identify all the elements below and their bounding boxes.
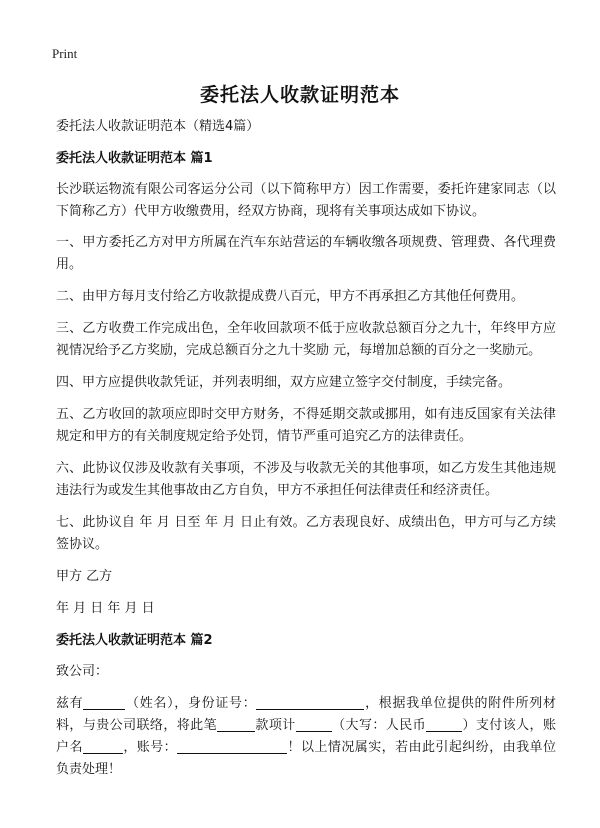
section1-intro: 长沙联运物流有限公司客运分公司（以下简称甲方）因工作需要，委托许建家同志（以下简称乙方）代甲方收缴费用，经双方协商，现将有关事项达成如下协议。 xyxy=(56,182,556,219)
clause-7: 七、此协议自 年 月 日至 年 月 日止有效。乙方表现良好、成绩出色，甲方可与乙方续签协议。 xyxy=(56,515,556,552)
greeting: 致公司： xyxy=(56,664,109,679)
payment-item-blank xyxy=(217,717,255,732)
id-number-blank xyxy=(256,695,364,710)
document-subtitle: 委托法人收款证明范本（精选4篇） xyxy=(56,119,260,134)
account-number-blank xyxy=(177,739,287,754)
amount-blank xyxy=(296,717,332,732)
text-part: ）支付该人，账户名 xyxy=(56,718,556,755)
clause-4: 四、甲方应提供收款凭证，并列表明细，双方应建立签字交付制度，手续完备。 xyxy=(56,375,512,390)
text-part: 款项计 xyxy=(255,718,296,733)
amount-words-blank xyxy=(426,717,462,732)
text-part: （大写：人民币 xyxy=(331,718,427,733)
section1-title: 委托法人收款证明范本 篇1 xyxy=(56,151,213,166)
name-blank xyxy=(83,695,125,710)
clause-1: 一、甲方委托乙方对甲方所属在汽车东站营运的车辆收缴各项规费、管理费、各代理费用。 xyxy=(56,235,556,272)
text-part: 兹有 xyxy=(56,696,84,711)
text-part: （姓名），身份证号： xyxy=(125,696,257,711)
authorization-text xyxy=(56,693,556,781)
section2-title: 委托法人收款证明范本 篇2 xyxy=(56,633,213,648)
document-title: 委托法人收款证明范本 xyxy=(199,84,400,106)
text-part: ！以上情况属实，若由此引起纠纷，由我单位负责处理！ xyxy=(56,740,556,777)
account-name-blank xyxy=(83,739,123,754)
text-part: ，根据我单位提供的附件所列材料，与贵公司联络，将此笔 xyxy=(56,696,556,733)
clause-3: 三、乙方收费工作完成出色，全年收回款项不低于应收款总额百分之九十，年终甲方应视情况给予乙方奖励，完成总额百分之九十奖励 元，每增加总额的百分之一奖励元。 xyxy=(56,321,556,358)
clause-6: 六、此协议仅涉及收款有关事项，不涉及与收款无关的其他事项，如乙方发生其他违规违法行为或发生其他事故由乙方自负，甲方不承担任何法律责任和经济责任。 xyxy=(56,461,556,498)
signature-dates: 年 月 日 年 月 日 xyxy=(56,601,155,616)
party-names: 甲方 乙方 xyxy=(56,569,113,584)
clause-5: 五、乙方收回的款项应即时交甲方财务，不得延期交款或挪用，如有违反国家有关法律规定和甲方的有关制度规定给予处罚，情节严重可追究乙方的法律责任。 xyxy=(56,407,556,444)
document-body xyxy=(56,116,556,781)
print-link[interactable]: Print xyxy=(52,46,78,61)
clause-2: 二、由甲方每月支付给乙方收款提成费八百元，甲方不再承担乙方其他任何费用。 xyxy=(56,289,525,304)
text-part: ，账号： xyxy=(122,740,178,755)
